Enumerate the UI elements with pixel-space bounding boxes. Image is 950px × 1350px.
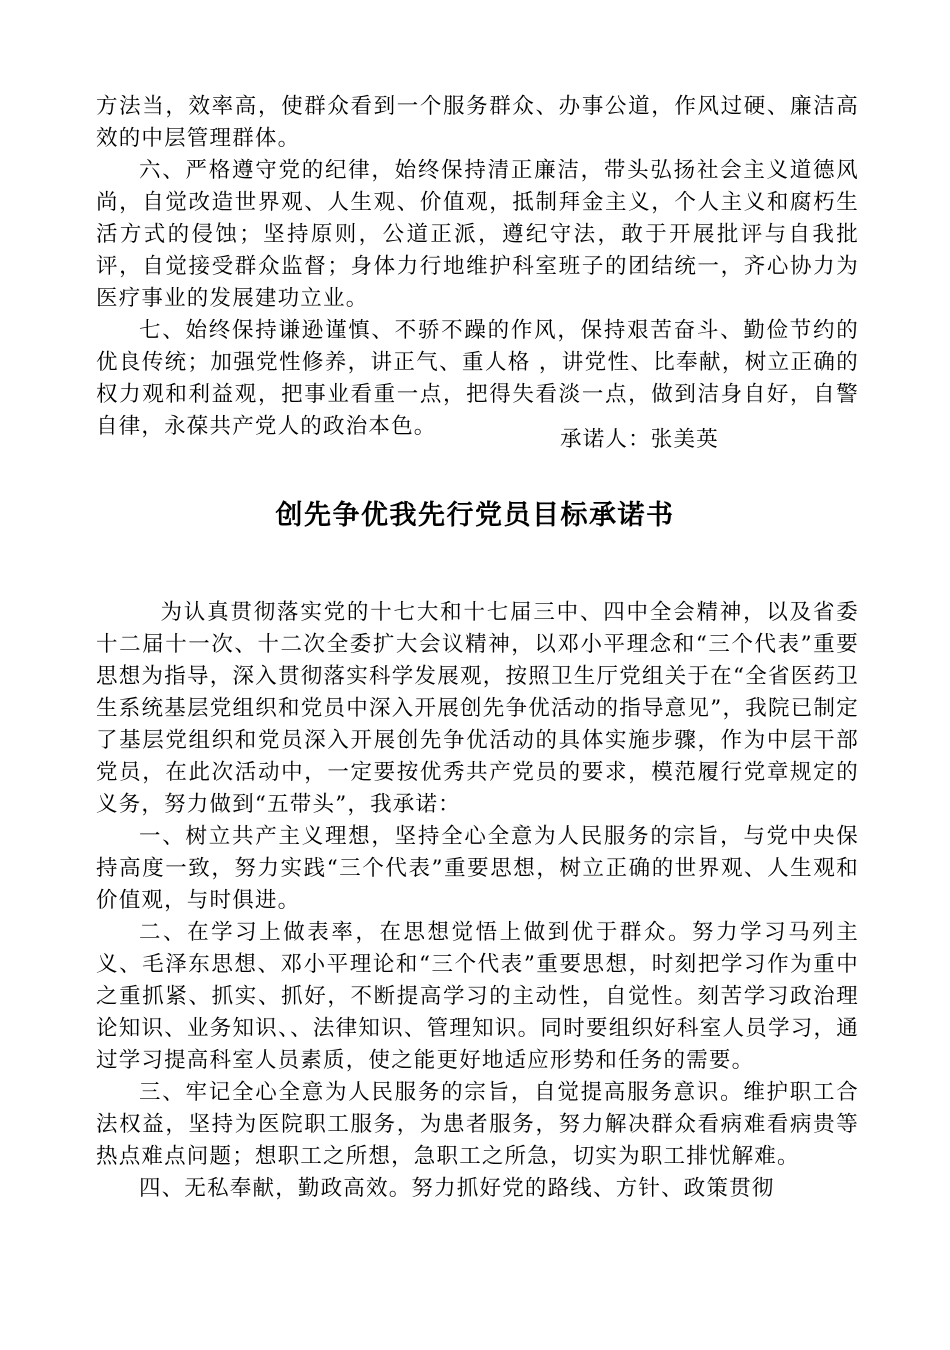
intro-paragraph: 为认真贯彻落实党的十七大和十七届三中、四中全会精神，以及省委十二届十一次、十二次全委扩大会议精神，以邓小平理念和“三个代表”重要思想为指导，深入贯彻落实科学发展观，按照卫生厅党组关于在“全省医药卫生系统基层党组织和党员中深入开展创先争优活动的指导意见”，我院已制定了基层党组织和党员深入开展创先争优活动的具体实施步骤，作为中层干部党员，在此次活动中，一定要按优秀共产党员的要求，模范履行党章规定的义务，努力做到“五带头”，我承诺： <box>96 600 859 817</box>
commitment-item-4: 四、无私奉献，勤政高效。努力抓好党的路线、方针、政策贯彻 <box>139 1176 775 1201</box>
commitment-item-1: 一、树立共产主义理想，坚持全心全意为人民服务的宗旨，与党中央保持高度一致，努力实践“三个代表”重要思想，树立正确的世界观、人生观和价值观，与时俱进。 <box>96 824 859 913</box>
continuation-paragraph: 方法当，效率高，使群众看到一个服务群众、办事公道，作风过硬、廉洁高效的中层管理群体。 <box>96 94 859 151</box>
commitment-item-6: 六、严格遵守党的纪律，始终保持清正廉洁，带头弘扬社会主义道德风尚，自觉改造世界观、人生观、价值观，抵制拜金主义，个人主义和腐朽生活方式的侵蚀；坚持原则，公道正派，遵纪守法，敢于开展批评与自我批评，自觉接受群众监督；身体力行地维护科室班子的团结统一，齐心协力为医疗事业的发展建功立业。 <box>96 158 859 311</box>
commitment-item-7: 七、始终保持谦逊谨慎、不骄不躁的作风，保持艰苦奋斗、勤俭节约的优良传统；加强党性修养，讲正气、重人格 ，讲党性、比奉献，树立正确的权力观和利益观，把事业看重一点，把得失看淡一点，做到洁身自好，自警自律，永葆共产党人的政治本色。 <box>96 318 859 439</box>
commitment-item-2: 二、在学习上做表率，在思想觉悟上做到优于群众。努力学习马列主义、毛泽东思想、邓小平理论和“三个代表”重要思想，时刻把学习作为重中之重抓紧、抓实、抓好，不断提高学习的主动性，自觉性。刻苦学习政治理论知识、业务知识、、法律知识、管理知识。同时要组织好科室人员学习，通过学习提高科室人员素质，使之能更好地适应形势和任务的需要。 <box>96 920 859 1073</box>
previous-commitment-section <box>96 91 859 443</box>
commitment-item-3: 三、牢记全心全意为人民服务的宗旨，自觉提高服务意识。维护职工合法权益，坚持为医院职工服务，为患者服务，努力解决群众看病难看病贵等热点难点问题；想职工之所想，急职工之所急，切实为职工排忧解难。 <box>96 1080 859 1169</box>
signature-line: 承诺人：张美英 <box>560 427 719 452</box>
document-title: 创先争优我先行党员目标承诺书 <box>275 500 675 531</box>
pledge-section <box>96 597 859 1205</box>
